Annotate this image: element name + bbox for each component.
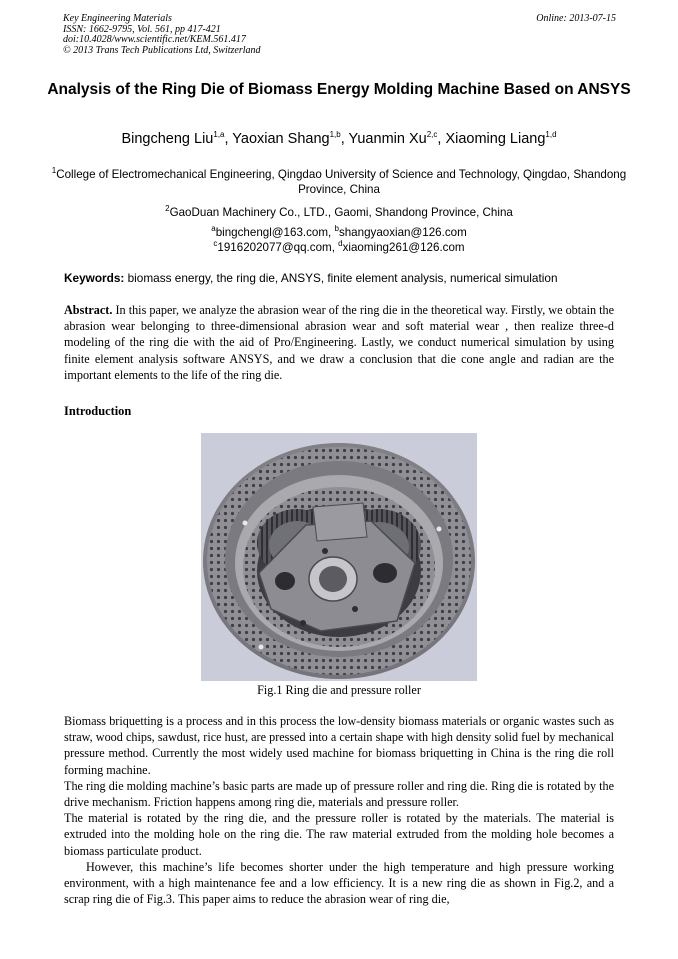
paragraph: The ring die molding machine’s basic parts are made up of pressure roller and ring die. Ring die is rotated by the drive mechanism. Friction happens among ring die, materials and pressure roller. bbox=[64, 778, 614, 810]
section-heading-introduction: Introduction bbox=[64, 404, 132, 418]
author-name: Bingcheng Liu bbox=[121, 130, 214, 147]
author-sup: 1,d bbox=[545, 130, 557, 139]
abstract-label: Abstract. bbox=[64, 303, 113, 317]
doi-line: doi:10.4028/www.scientific.net/KEM.561.417 bbox=[63, 34, 246, 45]
keywords bbox=[64, 271, 624, 285]
affiliation-1: $^1$College of Electromechanical Engineering, Qingdao University of Science and Technology, Qingdao, Shandong Province, China bbox=[51, 166, 627, 196]
copyright-line: © 2013 Trans Tech Publications Ltd, Switzerland bbox=[63, 44, 261, 56]
keywords-text: biomass energy, the ring die, ANSYS, finite element analysis, numerical simulation bbox=[127, 271, 558, 285]
issn-line: ISSN: 1662-9795, Vol. 561, pp 417-421 bbox=[63, 23, 221, 35]
author-sup: 2,c bbox=[426, 130, 438, 139]
body-text bbox=[64, 713, 614, 907]
journal-name: Key Engineering Materials bbox=[63, 13, 172, 24]
abstract bbox=[64, 302, 614, 383]
paragraph: Biomass briquetting is a process and in this process the low-density biomass materials or organic wastes such as straw, wood chips, sawdust, rice hust, are pressed into a certain shape with high density solid fuel by mechanical pressure method. Currently the most widely used machine for biomass briquetting in China is the ring die roll forming machine. bbox=[64, 714, 614, 777]
figure-1-caption: Fig.1 Ring die and pressure roller bbox=[257, 683, 421, 697]
author-sup: 1,a bbox=[213, 130, 225, 139]
online-date: Online: 2013-07-15 bbox=[536, 13, 616, 24]
keywords-label: Keywords: bbox=[64, 271, 125, 285]
email[interactable]: shangyaoxian@126.com bbox=[338, 225, 467, 239]
running-header bbox=[63, 14, 616, 56]
email[interactable]: xiaoming261@126.com bbox=[342, 240, 465, 254]
author-name: Xiaoming Liang bbox=[445, 130, 546, 147]
author-name: Yuanmin Xu bbox=[348, 130, 427, 147]
author-list: Bingcheng Liu$^{1,a}$, Yaoxian Shang$^{1,b}$, Yuanmin Xu$^{2,c}$, Xiaoming Liang$^{1,d}$ bbox=[121, 130, 557, 147]
paper-title: Analysis of the Ring Die of Biomass Energy Molding Machine Based on ANSYS bbox=[47, 81, 631, 98]
email-line-2: $^c$1916202077@qq.com, $^d$xiaoming261@126.com bbox=[213, 239, 465, 254]
figure-1-ring-die-image bbox=[201, 433, 477, 681]
email[interactable]: 1916202077@qq.com bbox=[217, 240, 332, 254]
author-sup: 1,b bbox=[329, 130, 341, 139]
email-line-1: $^a$bingchengl@163.com, $^b$shangyaoxian@126.com bbox=[211, 224, 467, 239]
paragraph: However, this machine’s life becomes shorter under the high temperature and high pressure working environment, with a high maintenance fee and a low efficiency. It is a new ring die as shown in Fig.2, and a scrap ring die of Fig.3. This paper aims to reduce the abrasion wear of ring die, bbox=[64, 859, 614, 907]
paragraph: The material is rotated by the ring die, and the pressure roller is rotated by the materials. The material is extruded into the molding hole on the ring die. The raw material extruded from the molding hole becomes a biomass particulate product. bbox=[64, 811, 614, 858]
abstract-text: In this paper, we analyze the abrasion wear of the ring die in the theoretical way. Firstly, we obtain the abrasion wear belonging to three-dimensional abrasion wear and soft material wear , then realize three-d modeling of the ring die with the aid of Pro/Engineering. Lastly, we conduct numerical simulation by using finite element analysis software ANSYS, and we draw a conclusion that die cone angle and radian are the important elements to the life of the ring die. bbox=[64, 303, 615, 382]
affiliation-2: $^2$GaoDuan Machinery Co., LTD., Gaomi, Shandong Province, China bbox=[165, 204, 513, 219]
email[interactable]: bingchengl@163.com bbox=[215, 225, 329, 239]
author-name: Yaoxian Shang bbox=[232, 130, 330, 147]
